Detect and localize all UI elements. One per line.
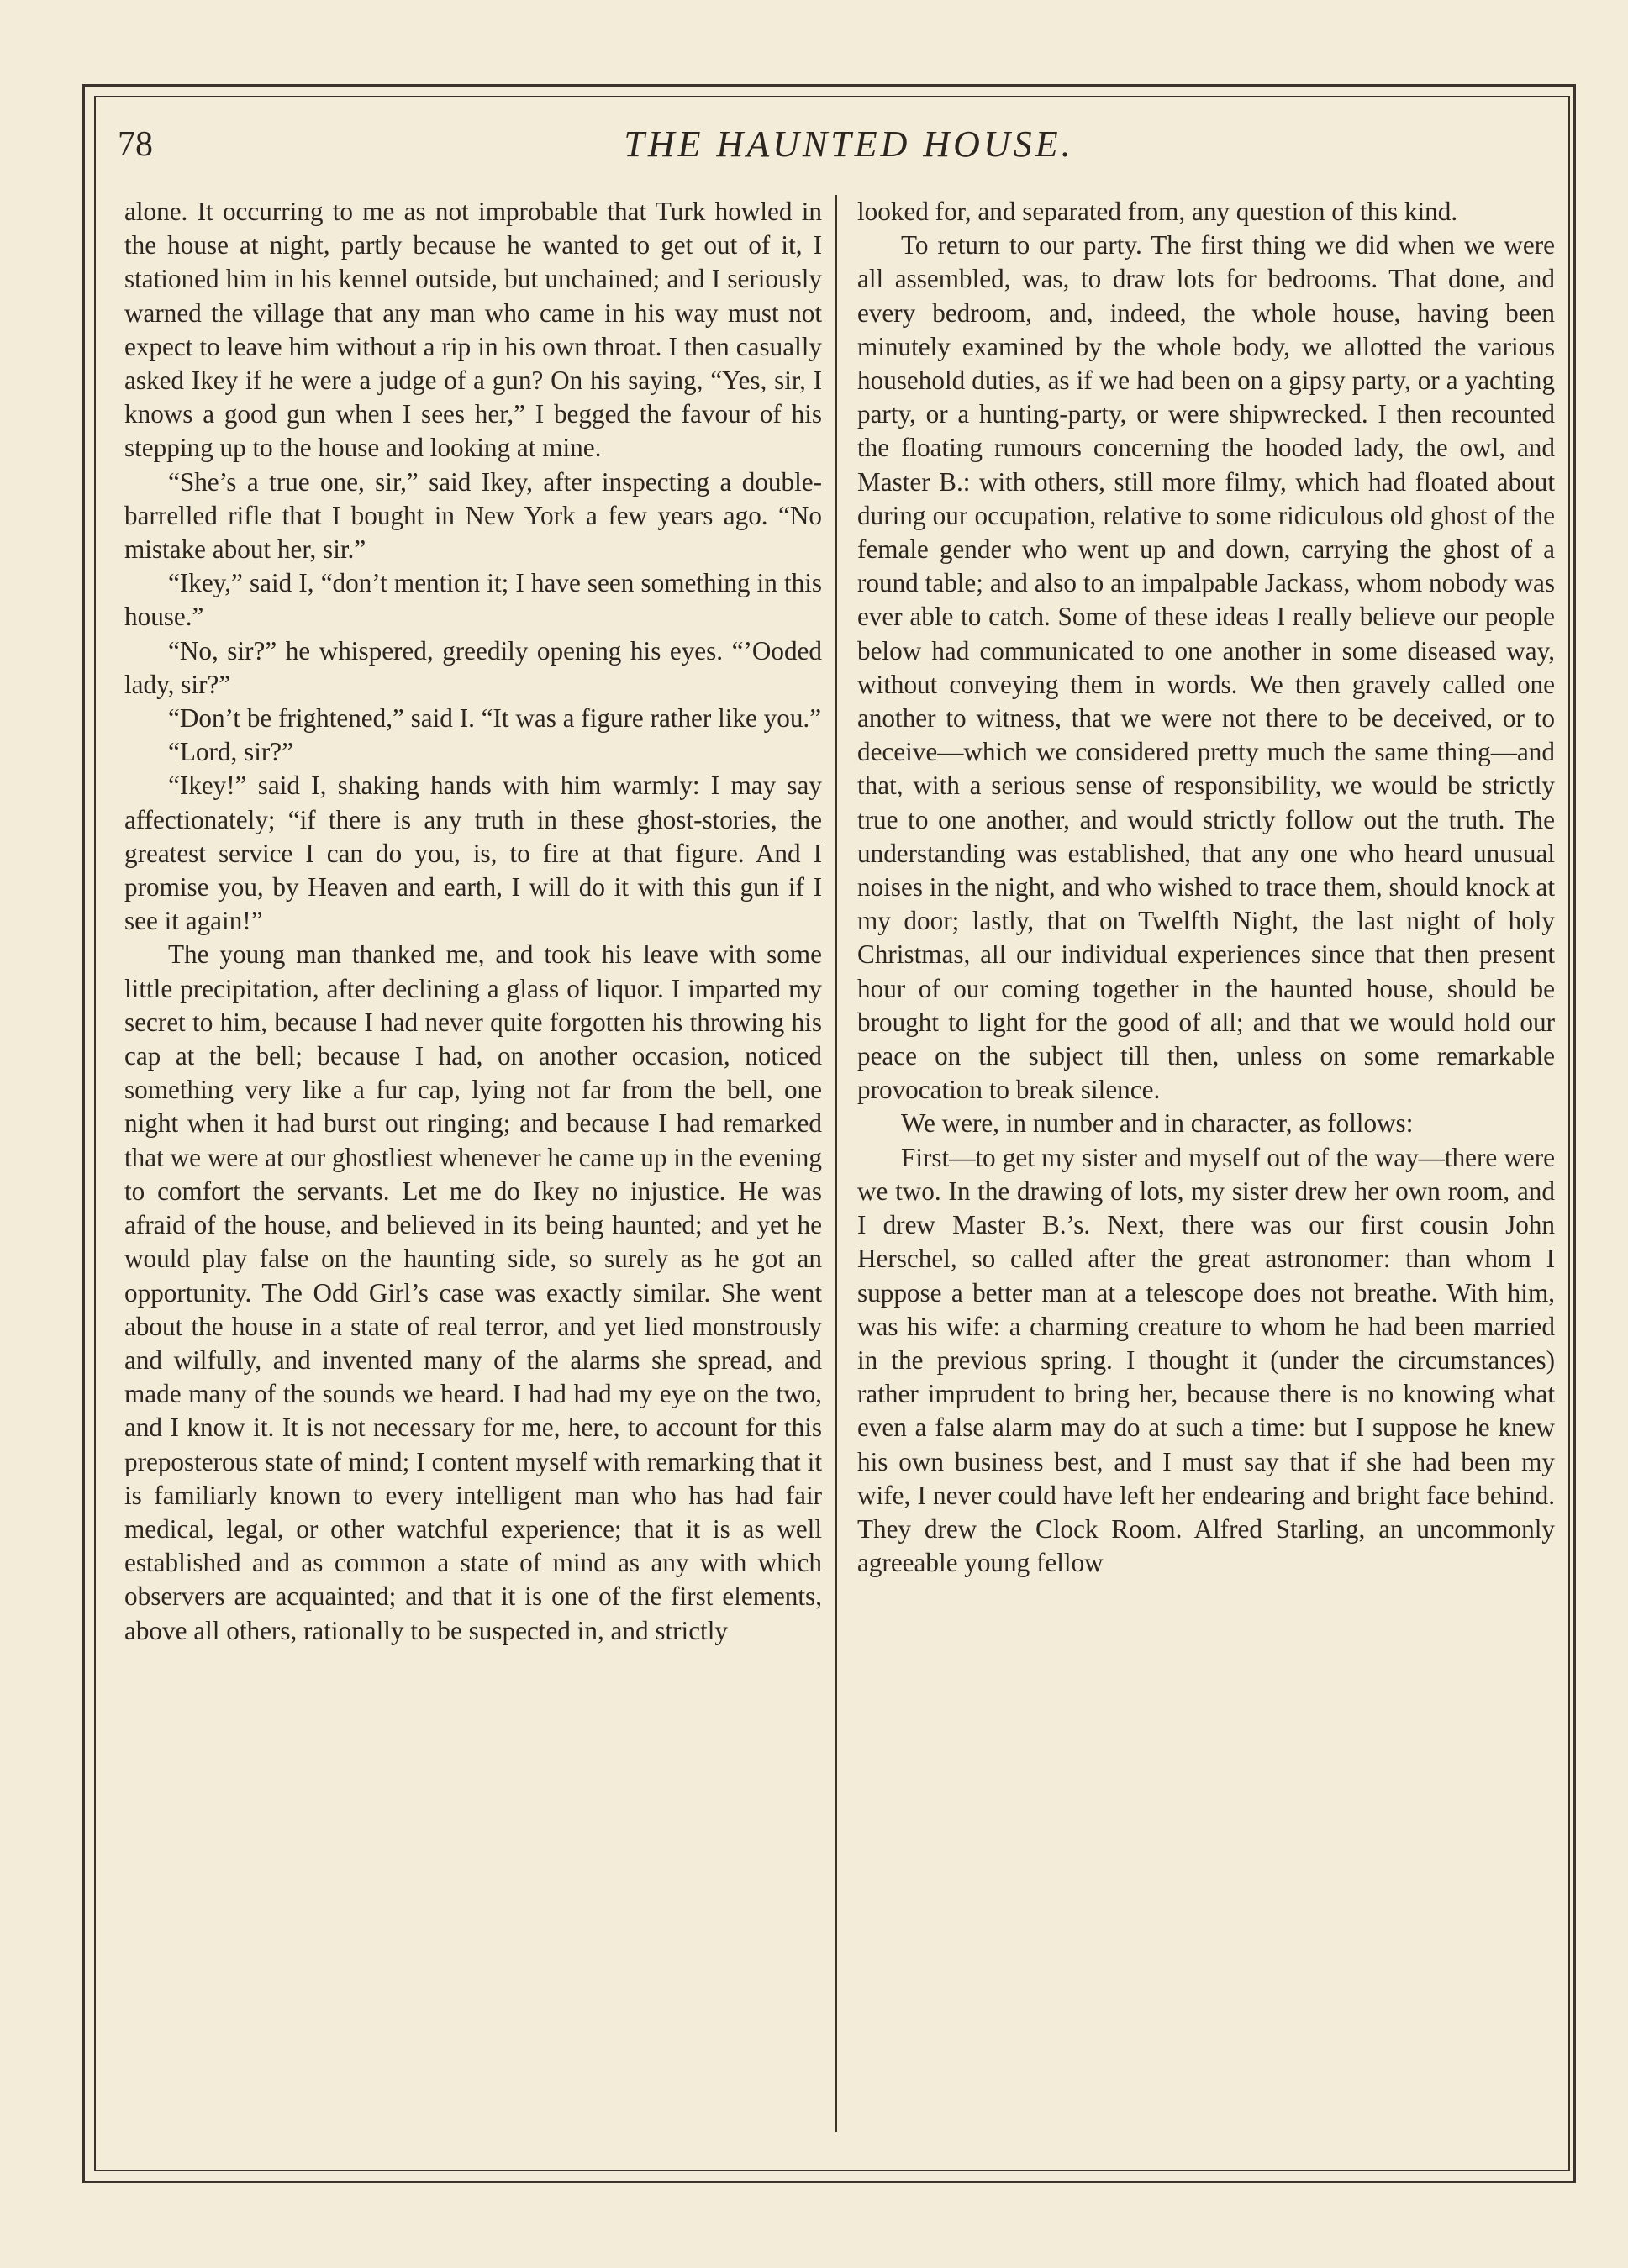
right-column: [857, 195, 1555, 1580]
paragraph: The young man thanked me, and took his leave with some little precipitation, after declining a glass of liquor. I imparted my secret to him, because I had never quite forgotten his throwing his cap at the bell; because I had, on another occasion, noticed something very like a fur cap, lying not far from the bell, one night when it had burst out ringing; and because I had remarked that we were at our ghostliest whenever he came up in the evening to comfort the servants. Let me do Ikey no injustice. He was afraid of the house, and believed in its being haunted; and yet he would play false on the haunting side, so surely as he got an opportunity. The Odd Girl’s case was exactly similar. She went about the house in a state of real terror, and yet lied monstrously and wilfully, and invented many of the alarms she spread, and made many of the sounds we heard. I had had my eye on the two, and I know it. It is not necessary for me, here, to account for this preposterous state of mind; I content myself with remarking that it is familiarly known to every intelligent man who has had fair medical, legal, or other watchful experience; that it is as well established and as common a state of mind as any with which observers are acquainted; and that it is one of the first elements, above all others, rationally to be suspected in, and strictly: [124, 939, 822, 1645]
paragraph: To return to our party. The first thing we did when we were all assembled, was, to draw lots for bedrooms. That done, and every bedroom, and, indeed, the whole house, having been minutely examined by the whole body, we allotted the various household duties, as if we had been on a gipsy party, or a yachting party, or a hunting-party, or were shipwrecked. I then recounted the floating rumours concerning the hooded lady, the owl, and Master B.: with others, still more filmy, which had floated about during our occupation, relative to some ridiculous old ghost of the female gender who went up and down, carrying the ghost of a round table; and also to an impalpable Jackass, whom nobody was ever able to catch. Some of these ideas I really believe our people below had communicated to one another in some diseased way, without conveying them in words. We then gravely called one another to witness, that we were not there to be deceived, or to deceive—which we considered pretty much the same thing—and that, with a serious sense of responsibility, we would be strictly true to one another, and would strictly follow out the truth. The understanding was established, that any one who heard unusual noises in the night, and who wished to trace them, should knock at my door; lastly, that on Twelfth Night, the last night of holy Christmas, all our individual experiences since that then present hour of our coming together in the haunted house, should be brought to light for the good of all; and that we would hold our peace on the subject till then, unless on some remarkable provocation to break silence.: [857, 230, 1555, 1105]
paragraph: “Don’t be frightened,” said I. “It was a figure rather like you.”: [168, 703, 822, 734]
frame-top-rule: [82, 84, 1574, 87]
paragraph: alone. It occurring to me as not improbable that Turk howled in the house at night, partly because he wanted to get out of it, I stationed him in his kennel outside, but unchained; and I seriously warned the village that any man who came in his way must not expect to leave him without a rip in his own throat. I then casually asked Ikey if he were a judge of a gun? On his saying, “Yes, sir, I knows a good gun when I sees her,” I begged the favour of his stepping up to the house and looking at mine.: [124, 197, 822, 463]
paragraph: We were, in number and in character, as follows:: [901, 1108, 1414, 1139]
page-number: 78: [118, 125, 153, 164]
frame-bottom-rule: [82, 2181, 1574, 2183]
running-title: THE HAUNTED HOUSE.: [624, 124, 1074, 165]
frame-right-rule: [1573, 84, 1576, 2183]
frame-left-rule: [82, 84, 85, 2183]
left-column: [124, 195, 822, 1648]
column-divider: [835, 195, 837, 2132]
paragraph: “Lord, sir?”: [168, 737, 293, 767]
paragraph: First—to get my sister and myself out of the way—there were we two. In the drawing of lots, my sister drew her own room, and I drew Master B.’s. Next, there was our first cousin John Herschel, so called after the great astronomer: than whom I suppose a better man at a telescope does not breathe. With him, was his wife: a charming creature to whom he had been married in the previous spring. I thought it (under the circumstances) rather imprudent to bring her, because there is no knowing what even a false alarm may do at such a time: but I suppose he knew his own business best, and I must say that if she had been my wife, I never could have left her endearing and bright face behind. They drew the Clock Room. Alfred Starling, an uncommonly agreeable young fellow: [857, 1142, 1555, 1578]
paragraph: looked for, and separated from, any question of this kind.: [857, 197, 1458, 226]
frame-right-rule-inner: [1568, 96, 1570, 2171]
paragraph: “She’s a true one, sir,” said Ikey, after inspecting a double-barrelled rifle that I bought in New York a few years ago. “No mistake about her, sir.”: [124, 466, 822, 565]
frame-left-rule-inner: [94, 96, 96, 2171]
frame-top-rule-inner: [94, 96, 1569, 97]
paragraph: “No, sir?” he whispered, greedily opening his eyes. “’Ooded lady, sir?”: [124, 635, 822, 699]
paragraph: “Ikey,” said I, “don’t mention it; I have seen something in this house.”: [124, 568, 822, 632]
frame-bottom-rule-inner: [94, 2170, 1569, 2171]
paragraph: “Ikey!” said I, shaking hands with him warmly: I may say affectionately; “if there is any truth in these ghost-stories, the greatest service I can do you, is, to fire at that figure. And I promise you, by Heaven and earth, I will do it with this gun if I see it again!”: [124, 771, 822, 936]
page-header: [118, 118, 1580, 168]
